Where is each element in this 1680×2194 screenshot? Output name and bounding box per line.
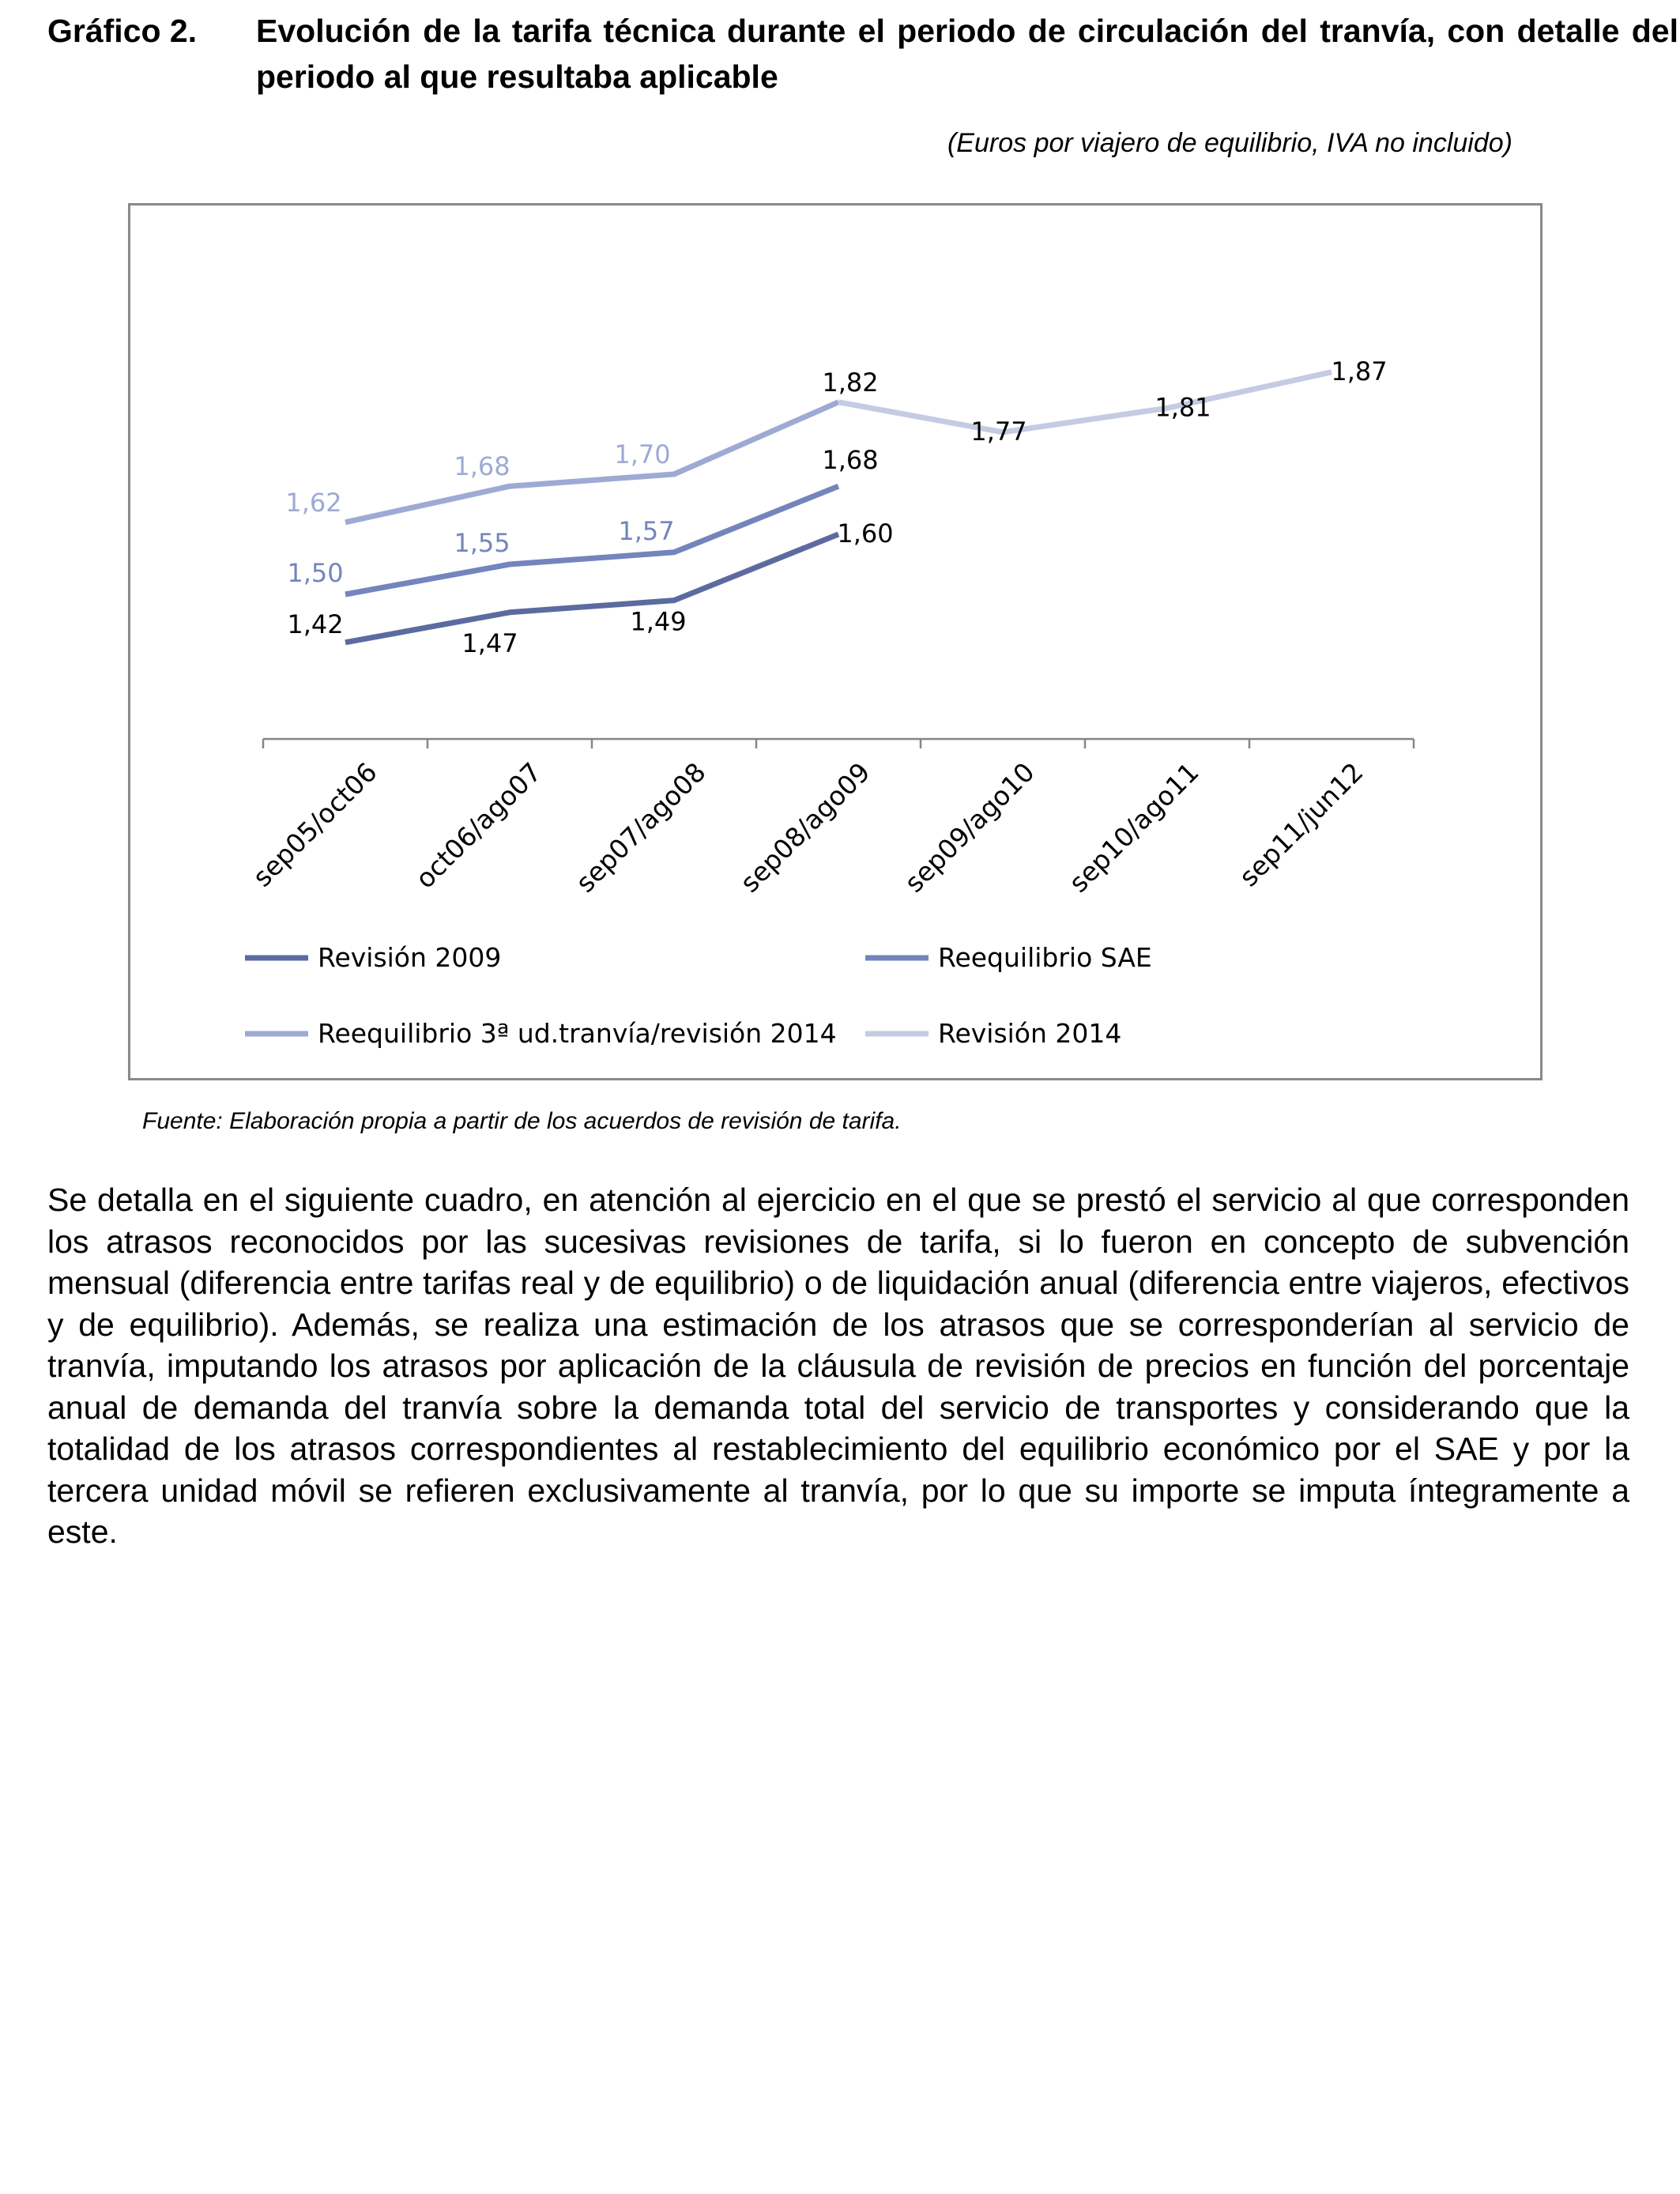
data-label: 1,82	[822, 367, 879, 398]
legend-label: Reequilibrio SAE	[938, 942, 1152, 973]
body-paragraph: Se detalla en el siguiente cuadro, en atención al ejercicio en el que se prestó el servicio al que corresponden los atrasos reconocidos por las sucesivas revisiones de tarifa, si lo fueron en concepto de subvención mensual (diferencia entre tarifas real y de equilibrio) o de liquidación anual (diferencia entre viajeros, efectivos y de equilibrio). Además, se realiza una estimación de los atrasos que se corresponderían al servicio de tranvía, imputando los atrasos por aplicación de la cláusula de revisión de precios en función del porcentaje anual de demanda del tranvía sobre la demanda total del servicio de transportes y considerando que la totalidad de los atrasos correspondientes al restablecimiento del equilibrio económico por el SAE y por la tercera unidad móvil se refieren exclusivamente al tranvía, por lo que su importe se imputa íntegramente a este.	[47, 1182, 1629, 1550]
series-line	[838, 372, 1332, 432]
series-line	[345, 534, 838, 643]
series-line	[345, 402, 838, 522]
figure-source: Fuente: Elaboración propia a partir de los acuerdos de revisión de tarifa.	[142, 1108, 902, 1134]
data-label: 1,81	[1155, 392, 1211, 423]
x-tick-label: oct06/ago07	[409, 756, 548, 895]
data-label: 1,49	[630, 606, 687, 637]
series-line	[345, 486, 838, 594]
legend-label: Reequilibrio 3ª ud.tranvía/revisión 2014	[318, 1018, 837, 1049]
x-tick-label: sep05/oct06	[247, 756, 383, 893]
legend-label: Revisión 2014	[938, 1018, 1122, 1049]
data-label: 1,47	[461, 628, 518, 658]
data-label: 1,60	[837, 518, 894, 548]
line-chart	[130, 205, 1540, 1078]
data-label: 1,68	[822, 445, 879, 476]
chart-frame	[128, 203, 1543, 1080]
x-tick-label: sep10/ago11	[1063, 756, 1205, 899]
figure-number: Gráfico 2.	[47, 13, 198, 49]
data-label: 1,87	[1331, 356, 1388, 386]
x-tick-label: sep08/ago09	[734, 756, 876, 899]
data-label: 1,68	[454, 451, 510, 482]
chart-units-note: (Euros por viajero de equilibrio, IVA no incluido)	[947, 128, 1512, 158]
data-label: 1,57	[618, 515, 675, 546]
data-label: 1,62	[285, 487, 342, 518]
data-label: 1,70	[614, 439, 671, 469]
x-tick-label: sep07/ago08	[570, 756, 712, 899]
data-label: 1,55	[454, 528, 510, 558]
legend-label: Revisión 2009	[318, 942, 502, 973]
data-label: 1,42	[287, 609, 344, 639]
data-label: 1,50	[287, 558, 344, 588]
data-label: 1,77	[970, 416, 1027, 447]
x-tick-label: sep11/jun12	[1233, 756, 1369, 893]
x-tick-label: sep09/ago10	[898, 756, 1041, 899]
figure-title: Evolución de la tarifa técnica durante el periodo de circulación del tranvía, con detalle del periodo al que resultaba aplicable	[256, 13, 1678, 95]
